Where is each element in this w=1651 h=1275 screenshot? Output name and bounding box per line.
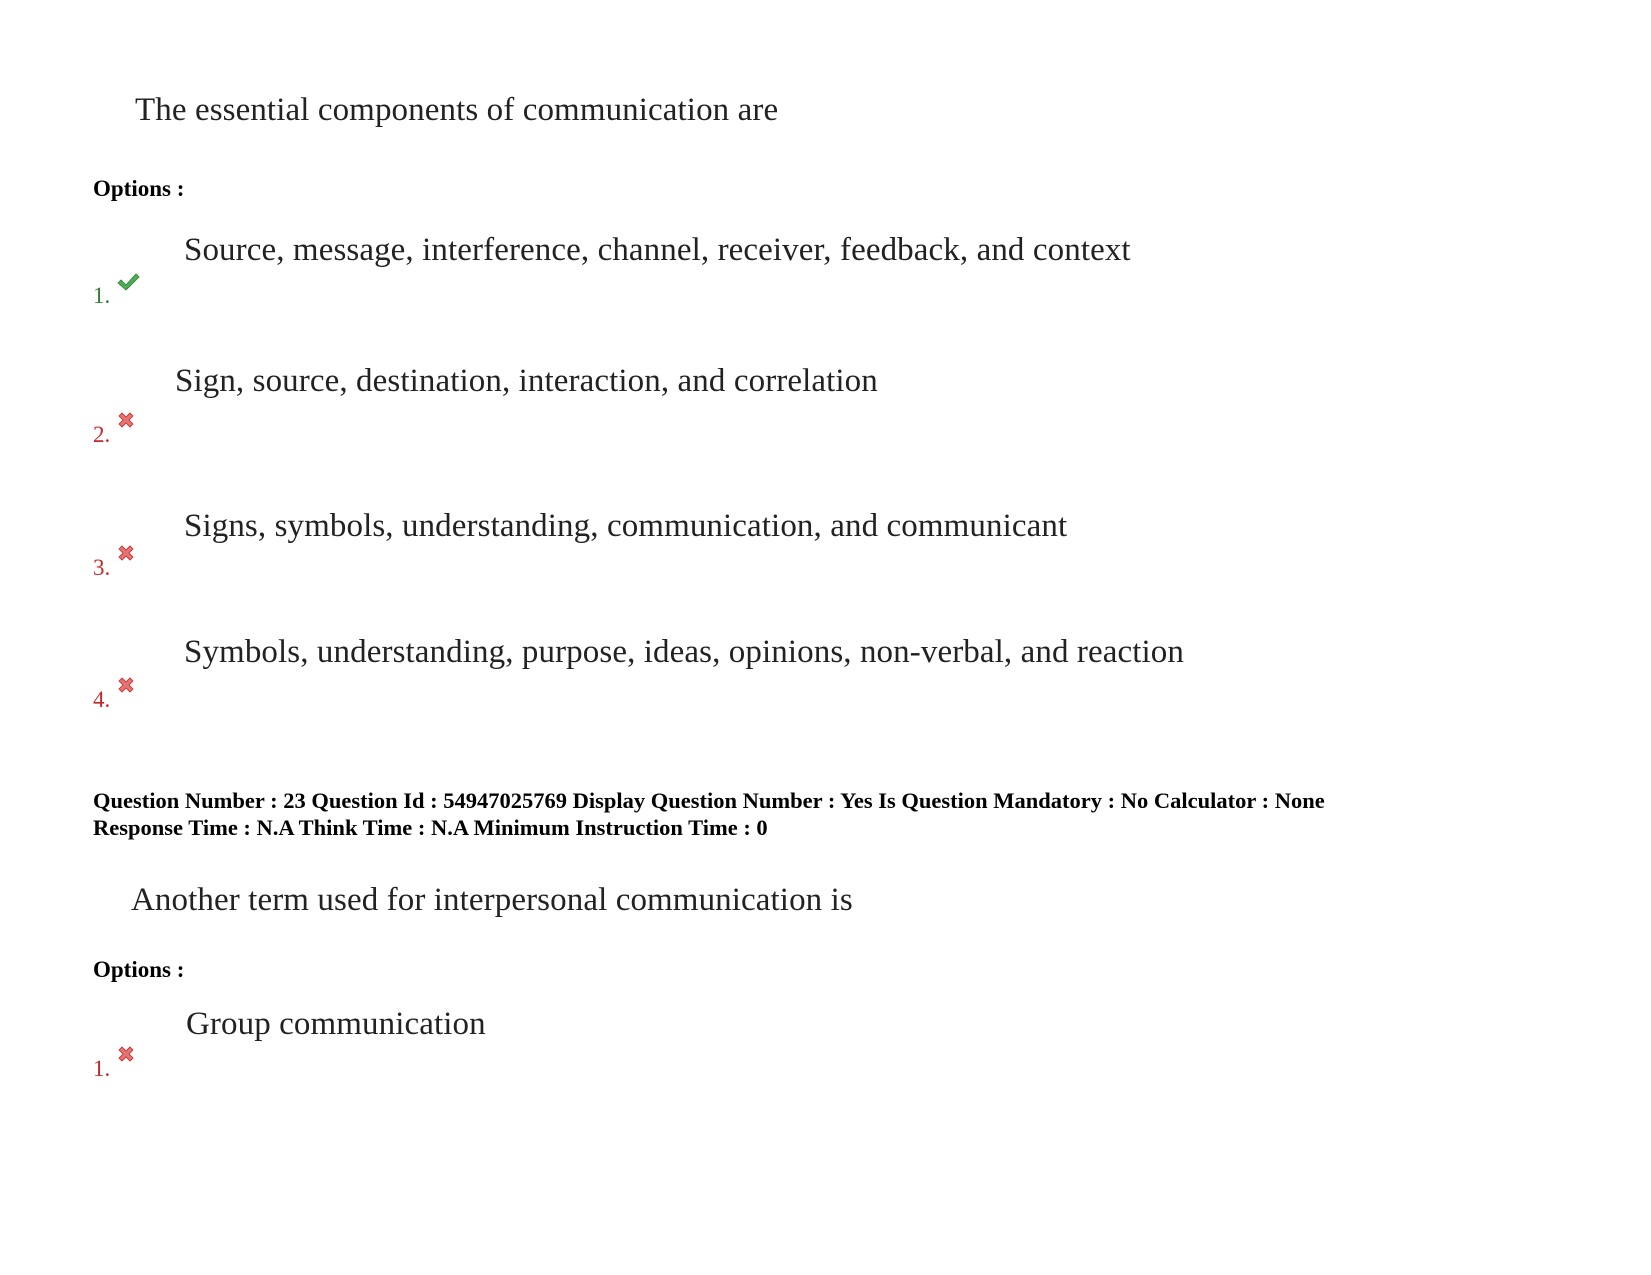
option-number: 4. (93, 687, 111, 712)
option-text: Signs, symbols, understanding, communication, and communicant (184, 508, 1068, 544)
option-number-row (93, 283, 140, 309)
question-stem: The essential components of communication are (135, 92, 779, 128)
cross-icon (116, 675, 140, 697)
question-meta-line-1: Question Number : 23 Question Id : 54947025769 Display Question Number : Yes Is Question Mandatory : No Calculator : None (93, 788, 1325, 813)
option-text: Group communication (186, 1006, 486, 1042)
option-text: Source, message, interference, channel, receiver, feedback, and context (184, 232, 1131, 268)
question-meta-line-2: Response Time : N.A Think Time : N.A Minimum Instruction Time : 0 (93, 815, 768, 840)
question-stem: Another term used for interpersonal communication is (131, 882, 853, 918)
option-number-row (93, 687, 140, 713)
option-number: 1. (93, 1056, 111, 1081)
options-label: Options : (93, 176, 185, 201)
cross-icon (116, 1044, 140, 1066)
check-icon (116, 271, 140, 293)
option-number: 1. (93, 283, 111, 308)
cross-icon (116, 543, 140, 565)
option-text: Symbols, understanding, purpose, ideas, opinions, non-verbal, and reaction (184, 634, 1184, 670)
options-label: Options : (93, 957, 185, 982)
option-number-row (93, 555, 140, 581)
cross-icon (116, 410, 140, 432)
option-number: 3. (93, 555, 111, 580)
option-text: Sign, source, destination, interaction, and correlation (175, 363, 878, 399)
option-number-row (93, 1056, 140, 1082)
option-number-row (93, 422, 140, 448)
option-number: 2. (93, 422, 111, 447)
